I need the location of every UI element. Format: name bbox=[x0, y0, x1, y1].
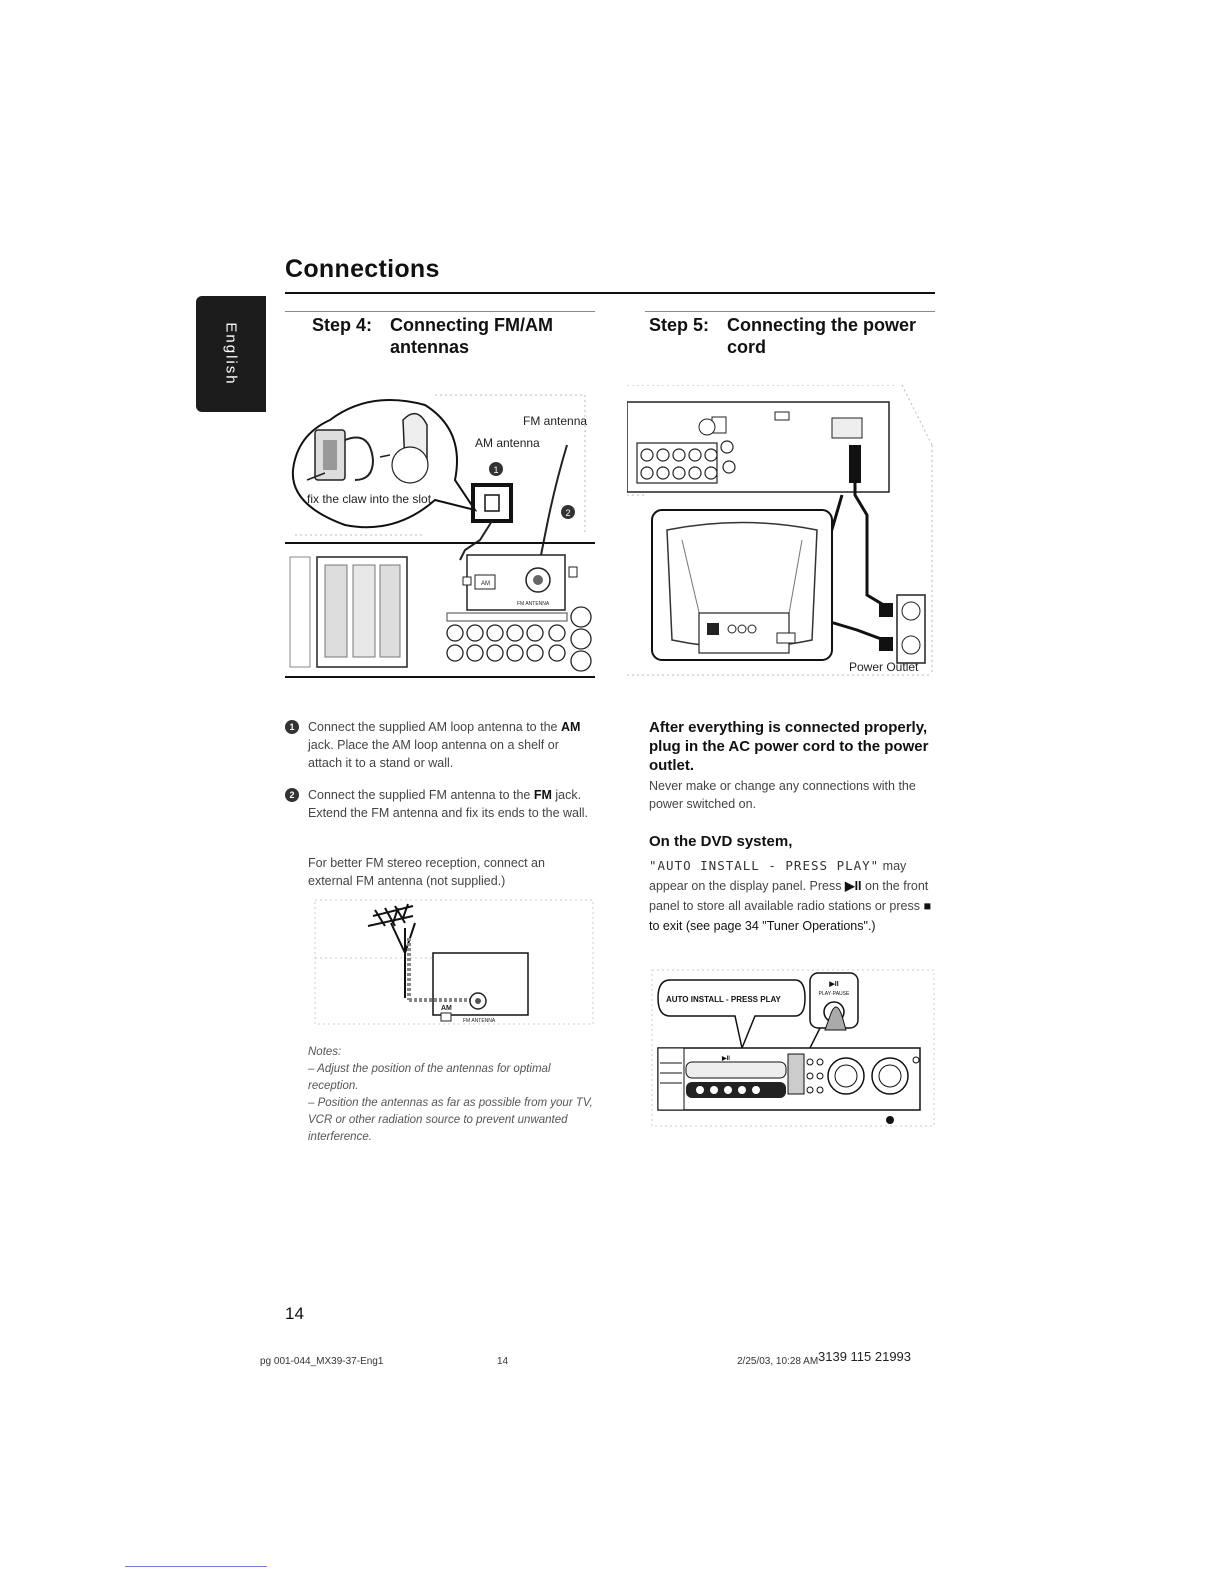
bottom-rule bbox=[125, 1566, 267, 1567]
bullet-1-badge: 1 bbox=[285, 720, 299, 734]
stop-symbol: ■ bbox=[923, 899, 932, 913]
title-divider bbox=[285, 292, 935, 294]
step4-title: Connecting FM/AM antennas bbox=[390, 315, 553, 357]
external-am-label: AM bbox=[441, 1005, 452, 1012]
page-title: Connections bbox=[285, 255, 440, 283]
antenna-connection-figure bbox=[285, 385, 595, 680]
step4-heading bbox=[312, 314, 602, 360]
step4-number: Step 4: bbox=[312, 315, 373, 335]
am-antenna-label: AM antenna bbox=[475, 436, 540, 450]
dvd-front-panel-figure bbox=[650, 968, 936, 1128]
power-cord-figure bbox=[627, 385, 935, 680]
notes-title: Notes: bbox=[308, 1046, 342, 1058]
external-antenna-text: For better FM stereo reception, connect an external FM antenna (not supplied.) bbox=[308, 856, 545, 888]
page-number: 14 bbox=[285, 1304, 304, 1323]
step5-heading bbox=[649, 314, 939, 360]
step4-instruction-1: 1 Connect the supplied AM loop antenna to the AM jack. Place the AM loop antenna on a shelf or attach it to a stand or wall. bbox=[285, 718, 590, 772]
lcd-display-text: AUTO INSTALL - PRESS PLAY bbox=[666, 995, 781, 1004]
step5-rule bbox=[645, 311, 935, 312]
step5-warning: Never make or change any connections with the power switched on. bbox=[649, 779, 916, 811]
external-antenna-figure bbox=[313, 898, 595, 1028]
power-outlet-label: Power Outlet bbox=[849, 660, 919, 674]
lcd-message: "AUTO INSTALL - PRESS PLAY" bbox=[649, 858, 880, 873]
svg-text:1: 1 bbox=[493, 465, 499, 475]
footer-code: 3139 115 21993 bbox=[818, 1349, 912, 1364]
claw-instruction-label: fix the claw into the slot bbox=[307, 492, 432, 506]
bullet-2-badge: 2 bbox=[285, 788, 299, 802]
note-1: – Adjust the position of the antennas for optimal reception. bbox=[308, 1063, 551, 1092]
dvd-instruction-paragraph: "AUTO INSTALL - PRESS PLAY" may appear on the display panel. Press ▶II on the front panel to store all available radio stations or press ■ to exit (see page 34 "Tuner Operations".) bbox=[649, 858, 932, 933]
step4-rule bbox=[285, 311, 595, 312]
panel-button-label: ▶II bbox=[722, 1056, 730, 1062]
external-fm-label: FM ANTENNA bbox=[463, 1018, 496, 1024]
button-symbol-label: ▶II bbox=[829, 981, 839, 988]
play-pause-symbol: ▶II bbox=[844, 879, 862, 893]
step5-number: Step 5: bbox=[649, 315, 710, 335]
footer-datetime: 2/25/03, 10:28 AM bbox=[737, 1356, 819, 1367]
fm-jack-label: FM ANTENNA bbox=[517, 601, 550, 607]
fm-antenna-label: FM antenna bbox=[523, 414, 588, 428]
play-pause-label: PLAY·PAUSE bbox=[818, 991, 850, 997]
dvd-system-heading: On the DVD system, bbox=[649, 833, 793, 850]
footer-page: 14 bbox=[497, 1356, 509, 1367]
notes-block bbox=[308, 1044, 598, 1146]
step5-bold-instruction: After everything is connected properly, plug in the AC power cord to the power outlet. bbox=[649, 719, 929, 774]
footer-file: pg 001-044_MX39-37-Eng1 bbox=[260, 1356, 384, 1367]
language-tab-label: English bbox=[222, 322, 240, 386]
note-2: – Position the antennas as far as possible from your TV, VCR or other radiation source to prevent unwanted interference. bbox=[308, 1097, 593, 1143]
step4-instruction-2: 2 Connect the supplied FM antenna to the FM jack. Extend the FM antenna and fix its ends to the wall. bbox=[285, 786, 590, 822]
step5-title: Connecting the power cord bbox=[727, 315, 916, 357]
svg-text:2: 2 bbox=[565, 508, 571, 518]
language-tab bbox=[196, 296, 266, 412]
am-jack-label: AM bbox=[481, 581, 490, 587]
